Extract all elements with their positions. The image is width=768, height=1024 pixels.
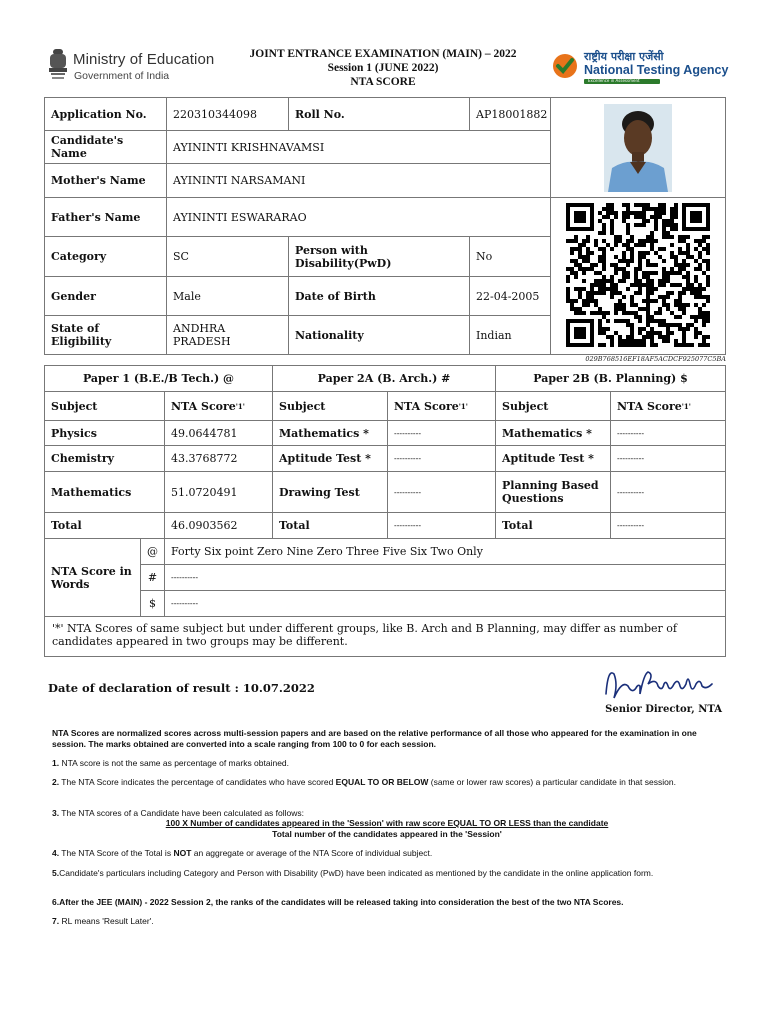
table-row-subject: Physics xyxy=(51,426,97,440)
paper1-score-header: NTA Score '1' xyxy=(171,399,245,413)
roll-no-label: Roll No. xyxy=(295,107,345,121)
table-row-subject: Total xyxy=(502,519,533,532)
table-row-score: 46.0903562 xyxy=(171,519,238,532)
table-row-subject: Total xyxy=(51,519,82,532)
signature xyxy=(600,664,720,702)
ministry-logo xyxy=(47,47,237,87)
application-no-value: 220310344098 xyxy=(173,107,257,121)
footnote-3: 3. The NTA scores of a Candidate have been calculated as follows: xyxy=(52,808,305,818)
qr-hash: 029B768516EF18AF5ACDCF925077C5BA xyxy=(585,355,726,363)
footnote-6: 6.After the JEE (MAIN) - 2022 Session 2, the ranks of the candidates will be released taking into consideration the best of the two NTA Scores. xyxy=(52,897,624,907)
score-in-words-label: NTA Score in Words xyxy=(51,564,132,591)
qr-code-pattern xyxy=(566,203,710,347)
state-value: ANDHRA PRADESH xyxy=(173,322,231,348)
national-emblem-icon xyxy=(47,49,69,83)
exam-title: JOINT ENTRANCE EXAMINATION (MAIN) – 2022 xyxy=(249,48,517,60)
footnote-4: 4. The NTA Score of the Total is NOT an aggregate or average of the NTA Score of individual subject. xyxy=(52,848,433,858)
candidate-name-value: AYININTI KRISHNAVAMSI xyxy=(173,140,325,154)
paper2b-subject-header: Subject xyxy=(502,399,549,413)
table-row-subject: Aptitude Test * xyxy=(502,452,594,465)
agency-tagline: Excellence in Assessment xyxy=(588,78,640,83)
table-row-score: ---------- xyxy=(617,428,645,438)
qr-code xyxy=(566,203,710,347)
table-row-subject: Total xyxy=(279,519,310,532)
application-no-label: Application No. xyxy=(51,107,147,121)
gender-value: Male xyxy=(173,289,201,303)
document-title: NTA SCORE xyxy=(350,76,416,88)
words-symbol: # xyxy=(147,571,158,584)
paper1-title: Paper 1 (B.E./B Tech.) @ xyxy=(82,372,235,385)
table-row-subject: Mathematics xyxy=(51,485,132,499)
ministry-name: Ministry of Education xyxy=(73,51,215,68)
nta-check-icon xyxy=(552,53,578,79)
table-row-score: ---------- xyxy=(394,487,422,497)
footnote-7: 7. RL means 'Result Later'. xyxy=(52,916,154,926)
paper2a-title: Paper 2A (B. Arch.) # xyxy=(317,372,451,385)
candidate-name-label: Candidate's Name xyxy=(51,134,124,160)
page-header xyxy=(238,47,528,89)
pwd-value: No xyxy=(476,250,493,263)
footnote-intro: NTA Scores are normalized scores across multi-session papers and are based on the relative performance of all those who appeared for the examination in one session. The marks obtained are converted into a scale ranging from 100 to 0 for each session. xyxy=(52,728,697,749)
words-text: ---------- xyxy=(171,573,199,582)
agency-name: National Testing Agency xyxy=(584,63,729,77)
footnote-1: 1. NTA score is not the same as percentage of marks obtained. xyxy=(52,758,290,768)
footnote-2: 2. The NTA Score indicates the percentage of candidates who have scored EQUAL TO OR BELOW (same or lower raw scores) a particular candidate in that session. xyxy=(52,777,676,787)
words-symbol: $ xyxy=(149,597,156,610)
mother-name-value: AYININTI NARSAMANI xyxy=(173,174,306,187)
dob-label: Date of Birth xyxy=(295,289,376,303)
gender-label: Gender xyxy=(51,289,96,303)
table-row-subject: Chemistry xyxy=(51,452,115,465)
table-row-score: ---------- xyxy=(617,454,645,463)
paper2b-title: Paper 2B (B. Planning) $ xyxy=(533,372,688,385)
table-row-subject: Mathematics * xyxy=(502,426,592,440)
words-text: Forty Six point Zero Nine Zero Three Five Six Two Only xyxy=(171,545,483,558)
nationality-value: Indian xyxy=(476,328,512,342)
table-row-score: ---------- xyxy=(394,428,422,438)
session-title: Session 1 (JUNE 2022) xyxy=(327,62,439,74)
agency-hindi-name: राष्ट्रीय परीक्षा एजेंसी xyxy=(584,50,664,63)
table-row-score: ---------- xyxy=(394,521,422,530)
formula-denominator: Total number of the candidates appeared in the 'Session' xyxy=(272,829,502,839)
pwd-label: Person with Disability(PwD) xyxy=(295,243,392,270)
father-name-value: AYININTI ESWARARAO xyxy=(173,210,307,224)
footnote-3-formula xyxy=(52,818,722,840)
table-row-subject: Drawing Test xyxy=(279,485,360,499)
table-row-subject: Planning Based Questions xyxy=(502,479,599,505)
scores-note: '*' NTA Scores of same subject but under different groups, like B. Arch and B Planning, may differ as number of candidates appeared in two groups may be different. xyxy=(52,622,677,648)
category-label: Category xyxy=(51,250,107,263)
paper2a-score-header: NTA Score '1' xyxy=(394,399,468,413)
mother-name-label: Mother's Name xyxy=(51,174,146,187)
nta-logo xyxy=(552,49,732,85)
formula-numerator: 100 X Number of candidates appeared in the 'Session' with raw score EQUAL TO OR LESS than the candidate xyxy=(165,818,609,828)
roll-no-value: AP18001882 xyxy=(476,107,548,121)
nationality-label: Nationality xyxy=(295,328,364,342)
candidate-photo xyxy=(604,104,672,192)
footnote-5: 5.Candidate's particulars including Category and Person with Disability (PwD) have been indicated as mentioned by the candidate in the online application form. xyxy=(52,868,654,878)
paper1-subject-header: Subject xyxy=(51,399,98,413)
words-text: ---------- xyxy=(171,599,199,608)
state-label: State of Eligibility xyxy=(51,322,112,348)
table-row-subject: Mathematics * xyxy=(279,426,369,440)
words-symbol: @ xyxy=(147,545,158,558)
signatory-title: Senior Director, NTA xyxy=(605,704,722,715)
table-row-score: 43.3768772 xyxy=(171,452,238,465)
government-name: Government of India xyxy=(74,70,170,82)
table-row-score: ---------- xyxy=(617,521,645,530)
dob-value: 22-04-2005 xyxy=(476,289,540,303)
paper2a-subject-header: Subject xyxy=(279,399,326,413)
table-row-subject: Aptitude Test * xyxy=(279,452,371,465)
table-row-score: 49.0644781 xyxy=(171,426,238,440)
table-row-score: 51.0720491 xyxy=(171,485,238,499)
table-row-score: ---------- xyxy=(617,487,645,497)
paper2b-score-header: NTA Score '1' xyxy=(617,399,691,413)
declaration-date: Date of declaration of result : 10.07.2022 xyxy=(48,681,315,695)
table-row-score: ---------- xyxy=(394,454,422,463)
father-name-label: Father's Name xyxy=(51,210,141,224)
category-value: SC xyxy=(173,250,189,263)
